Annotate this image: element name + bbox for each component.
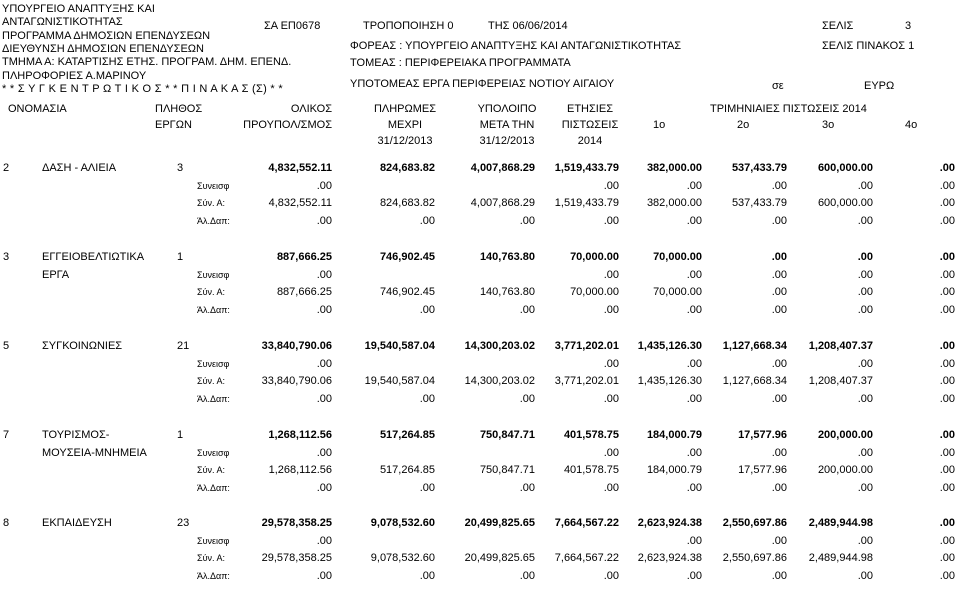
modification: ΤΡΟΠΟΠΟΙΗΣΗ 0 <box>363 20 454 32</box>
syn-value: 1,435,126.30 <box>637 375 702 387</box>
al-value: .00 <box>603 392 619 405</box>
al-value: .00 <box>686 481 702 494</box>
main-value: .00 <box>939 162 955 174</box>
col-pliromes-sub: ΜΕΧΡΙ <box>387 119 423 131</box>
syn-value: 750,847.71 <box>479 464 535 476</box>
synch-value: .00 <box>939 179 955 192</box>
synch-value: .00 <box>857 179 873 192</box>
synch-value: .00 <box>603 268 619 281</box>
al-value: .00 <box>316 392 332 405</box>
main-value: 29,578,358.25 <box>261 517 332 529</box>
unit: ΕΥΡΩ <box>864 80 895 92</box>
row-count: 3 <box>177 162 184 174</box>
syn-value: .00 <box>771 286 787 298</box>
syn-value: 29,578,358.25 <box>261 552 332 564</box>
main-value: 1,435,126.30 <box>637 340 702 352</box>
main-value: 2,550,697.86 <box>722 517 787 529</box>
info-line: ΠΛΗΡΟΦΟΡΙΕΣ Α.ΜΑΡΙΝΟΥ <box>2 70 147 82</box>
label-syn: Σύν. Α: <box>197 553 225 563</box>
synch-value: .00 <box>316 534 332 547</box>
row-count: 23 <box>177 517 190 529</box>
main-value: 750,847.71 <box>479 429 535 441</box>
synch-value: .00 <box>686 268 702 281</box>
col-plithos-sub: ΕΡΓΩΝ <box>155 119 192 131</box>
col-ypoloipo-sub: ΜΕΤΑ ΤΗΝ <box>479 119 535 131</box>
ministry-line-2: ΑΝΤΑΓΩΝΙΣΤΙΚΟΤΗΤΑΣ <box>2 16 123 28</box>
synch-value: .00 <box>686 534 702 547</box>
al-value: .00 <box>686 569 702 582</box>
page-label: ΣΕΛΙΣ <box>822 20 854 32</box>
row-count: 1 <box>177 429 184 441</box>
syn-value: 746,902.45 <box>379 286 435 298</box>
sa-code: ΣΑ ΕΠ0678 <box>264 20 321 32</box>
syn-value: 824,683.82 <box>379 197 435 209</box>
synch-value: .00 <box>686 357 702 370</box>
row-name: ΕΓΓΕΙΟΒΕΛΤΙΩΤΙΚΑ <box>42 251 145 263</box>
al-value: .00 <box>686 214 702 227</box>
tomeas: ΤΟΜΕΑΣ : ΠΕΡΙΦΕΡΕΙΑΚΑ ΠΡΟΓΡΑΜΜΑΤΑ <box>350 57 571 69</box>
syn-value: 4,007,868.29 <box>470 197 535 209</box>
al-value: .00 <box>939 481 955 494</box>
al-value: .00 <box>686 303 702 316</box>
row-number: 5 <box>3 340 10 352</box>
syn-value: 3,771,202.01 <box>554 375 619 387</box>
synch-value: .00 <box>771 446 787 459</box>
syn-value: .00 <box>939 464 955 476</box>
row-count: 1 <box>177 251 184 263</box>
syn-value: 2,550,697.86 <box>722 552 787 564</box>
main-value: 19,540,587.04 <box>364 340 435 352</box>
al-value: .00 <box>603 214 619 227</box>
al-value: .00 <box>419 392 435 405</box>
main-value: 537,433.79 <box>731 162 787 174</box>
syn-value: 70,000.00 <box>570 286 619 298</box>
label-al: Άλ.Δαπ: <box>197 393 230 404</box>
syn-value: 537,433.79 <box>731 197 787 209</box>
al-value: .00 <box>857 481 873 494</box>
al-value: .00 <box>603 569 619 582</box>
al-value: .00 <box>603 303 619 316</box>
main-value: 517,264.85 <box>379 429 435 441</box>
syn-value: 14,300,203.02 <box>464 375 535 387</box>
syn-value: 401,578.75 <box>563 464 619 476</box>
syn-value: 17,577.96 <box>738 464 787 476</box>
syn-value: 1,268,112.56 <box>268 464 332 476</box>
syn-value: 2,489,944.98 <box>808 552 873 564</box>
al-value: .00 <box>519 481 535 494</box>
main-value: .00 <box>771 251 787 263</box>
syn-value: .00 <box>939 375 955 387</box>
main-value: 1,268,112.56 <box>268 429 332 441</box>
program-line: ΠΡΟΓΡΑΜΜΑ ΔΗΜΟΣΙΩΝ ΕΠΕΝΔΥΣΕΩΝ <box>2 30 211 42</box>
row-name: ΣΥΓΚΟΙΝΩΝΙΕΣ <box>42 340 123 352</box>
col-q1: 1ο <box>653 119 666 131</box>
col-etisies-sub: ΠΙΣΤΩΣΕΙΣ <box>561 119 619 131</box>
al-value: .00 <box>519 569 535 582</box>
al-value: .00 <box>519 392 535 405</box>
synch-value: .00 <box>857 268 873 281</box>
syn-value: 70,000.00 <box>653 286 702 298</box>
main-value: 9,078,532.60 <box>370 517 435 529</box>
main-value: 746,902.45 <box>379 251 435 263</box>
row-number: 3 <box>3 251 10 263</box>
al-value: .00 <box>857 303 873 316</box>
row-name-cont: ΜΟΥΣΕΙΑ-ΜΝΗΜΕΙΑ <box>42 446 147 459</box>
col-olikos-sub: ΠΡΟΥΠΟΛ/ΣΜΟΣ <box>243 119 332 131</box>
col-etisies-year: 2014 <box>577 135 603 147</box>
main-value: 70,000.00 <box>570 251 619 263</box>
syn-value: .00 <box>939 552 955 564</box>
label-syn: Σύν. Α: <box>197 465 225 475</box>
main-value: 4,007,868.29 <box>470 162 535 174</box>
row-number: 7 <box>3 429 10 441</box>
synch-value: .00 <box>686 446 702 459</box>
main-value: 20,499,825.65 <box>464 517 535 529</box>
synch-value: .00 <box>686 179 702 192</box>
col-ypoloipo: ΥΠΟΛΟΙΠΟ <box>477 103 537 115</box>
col-ypoloipo-date: 31/12/2013 <box>479 135 535 147</box>
syn-value: .00 <box>857 286 873 298</box>
main-value: 382,000.00 <box>646 162 702 174</box>
main-value: 2,489,944.98 <box>808 517 873 529</box>
synch-value: .00 <box>603 446 619 459</box>
main-value: 17,577.96 <box>738 429 787 441</box>
syn-value: 887,666.25 <box>276 286 332 298</box>
syn-value: 20,499,825.65 <box>464 552 535 564</box>
label-synch: Συνεισφ <box>197 535 230 546</box>
syn-value: 600,000.00 <box>817 197 873 209</box>
label-syn: Σύν. Α: <box>197 287 225 297</box>
syn-value: 2,623,924.38 <box>637 552 702 564</box>
main-value: 4,832,552.11 <box>268 162 332 174</box>
col-plithos: ΠΛΗΘΟΣ <box>155 103 203 115</box>
row-name: ΤΟΥΡΙΣΜΟΣ- <box>42 429 110 441</box>
row-name: ΕΚΠΑΙΔΕΥΣΗ <box>42 517 112 529</box>
synch-value: .00 <box>603 357 619 370</box>
al-value: .00 <box>939 214 955 227</box>
syn-value: 1,208,407.37 <box>808 375 873 387</box>
label-al: Άλ.Δαπ: <box>197 570 230 581</box>
synch-value: .00 <box>771 179 787 192</box>
synch-value: .00 <box>857 446 873 459</box>
col-pliromes: ΠΛΗΡΩΜΕΣ <box>373 103 437 115</box>
al-value: .00 <box>857 214 873 227</box>
ministry-line-1: ΥΠΟΥΡΓΕΙΟ ΑΝΑΠΤΥΞΗΣ ΚΑΙ <box>2 3 155 15</box>
main-value: 3,771,202.01 <box>554 340 619 352</box>
label-syn: Σύν. Α: <box>197 198 225 208</box>
label-synch: Συνεισφ <box>197 447 230 458</box>
label-synch: Συνεισφ <box>197 269 230 280</box>
al-value: .00 <box>857 392 873 405</box>
synch-value: .00 <box>771 268 787 281</box>
row-count: 21 <box>177 340 190 352</box>
synch-value: .00 <box>316 268 332 281</box>
al-value: .00 <box>603 481 619 494</box>
main-value: 2,623,924.38 <box>637 517 702 529</box>
al-value: .00 <box>419 569 435 582</box>
label-al: Άλ.Δαπ: <box>197 482 230 493</box>
main-value: .00 <box>939 429 955 441</box>
foreas: ΦΟΡΕΑΣ : ΥΠΟΥΡΓΕΙΟ ΑΝΑΠΤΥΞΗΣ ΚΑΙ ΑΝΤΑΓΩΝΙΣΤΙΚΟΤΗΤΑΣ <box>350 40 682 52</box>
al-value: .00 <box>419 214 435 227</box>
main-value: 14,300,203.02 <box>464 340 535 352</box>
department-line: ΤΜΗΜΑ Α: ΚΑΤΑΡΤΙΣΗΣ ΕΤΗΣ. ΠΡΟΓΡΑΜ. ΔΗΜ. ΕΠΕΝΔ. <box>2 56 292 68</box>
main-value: 887,666.25 <box>276 251 332 263</box>
main-value: .00 <box>939 517 955 529</box>
main-value: 1,127,668.34 <box>722 340 787 352</box>
syn-value: .00 <box>939 197 955 209</box>
al-value: .00 <box>857 569 873 582</box>
main-value: 33,840,790.06 <box>261 340 332 352</box>
syn-value: 33,840,790.06 <box>261 375 332 387</box>
label-synch: Συνεισφ <box>197 358 230 369</box>
main-value: .00 <box>939 340 955 352</box>
synch-value: .00 <box>857 534 873 547</box>
row-name-cont: ΕΡΓΑ <box>42 268 70 281</box>
al-value: .00 <box>519 214 535 227</box>
col-etisies: ΕΤΗΣΙΕΣ <box>567 103 613 115</box>
al-value: .00 <box>316 481 332 494</box>
row-name: ΔΑΣΗ - ΑΛΙΕΙΑ <box>42 162 117 174</box>
label-al: Άλ.Δαπ: <box>197 215 230 226</box>
main-value: 200,000.00 <box>817 429 873 441</box>
syn-value: 9,078,532.60 <box>370 552 435 564</box>
col-q3: 3ο <box>822 119 835 131</box>
syn-value: 517,264.85 <box>379 464 435 476</box>
col-onomasia: ΟΝΟΜΑΣΙΑ <box>8 103 67 115</box>
synch-value: .00 <box>316 179 332 192</box>
al-value: .00 <box>771 214 787 227</box>
synch-value: .00 <box>939 357 955 370</box>
syn-value: 19,540,587.04 <box>364 375 435 387</box>
al-value: .00 <box>316 569 332 582</box>
synch-value: .00 <box>939 534 955 547</box>
col-q2: 2ο <box>737 119 750 131</box>
row-number: 8 <box>3 517 10 529</box>
syn-value: 200,000.00 <box>817 464 873 476</box>
syn-value: 140,763.80 <box>479 286 535 298</box>
col-q4: 4ο <box>905 119 918 131</box>
label-al: Άλ.Δαπ: <box>197 304 230 315</box>
ypotomeas: ΥΠΟΤΟΜΕΑΣ ΕΡΓΑ ΠΕΡΙΦΕΡΕΙΑΣ ΝΟΤΙΟΥ ΑΙΓΑΙΟΥ <box>350 78 615 90</box>
synch-value: .00 <box>771 357 787 370</box>
al-value: .00 <box>939 569 955 582</box>
al-value: .00 <box>419 481 435 494</box>
col-olikos: ΟΛΙΚΟΣ <box>290 103 332 115</box>
al-value: .00 <box>771 303 787 316</box>
al-value: .00 <box>939 303 955 316</box>
al-value: .00 <box>519 303 535 316</box>
main-value: 7,664,567.22 <box>554 517 619 529</box>
synch-value: .00 <box>939 446 955 459</box>
main-value: 1,519,433.79 <box>554 162 619 174</box>
document-date: ΤΗΣ 06/06/2014 <box>488 20 568 32</box>
syn-value: 7,664,567.22 <box>554 552 619 564</box>
synch-value: .00 <box>316 446 332 459</box>
label-syn: Σύν. Α: <box>197 376 225 386</box>
table-page: ΣΕΛΙΣ ΠΙΝΑΚΟΣ 1 <box>822 40 915 52</box>
syn-value: 1,127,668.34 <box>722 375 787 387</box>
main-value: 184,000.79 <box>646 429 702 441</box>
synch-value: .00 <box>316 357 332 370</box>
col-triminiaies: ΤΡΙΜΗΝΙΑΙΕΣ ΠΙΣΤΩΣΕΙΣ 2014 <box>710 103 867 115</box>
synch-value: .00 <box>603 179 619 192</box>
synch-value: .00 <box>857 357 873 370</box>
synch-value: .00 <box>939 268 955 281</box>
main-value: 824,683.82 <box>379 162 435 174</box>
al-value: .00 <box>686 392 702 405</box>
directorate-line: ΔΙΕΥΘΥΝΣΗ ΔΗΜΟΣΙΩΝ ΕΠΕΝΔΥΣΕΩΝ <box>2 43 204 55</box>
main-value: 1,208,407.37 <box>808 340 873 352</box>
label-synch: Συνεισφ <box>197 180 230 191</box>
syn-value: 1,519,433.79 <box>554 197 619 209</box>
unit-prefix: σε <box>772 80 784 92</box>
syn-value: 4,832,552.11 <box>268 197 332 209</box>
main-value: 140,763.80 <box>479 251 535 263</box>
al-value: .00 <box>771 569 787 582</box>
al-value: .00 <box>939 392 955 405</box>
al-value: .00 <box>771 481 787 494</box>
main-value: .00 <box>939 251 955 263</box>
row-number: 2 <box>3 162 10 174</box>
syn-value: 382,000.00 <box>646 197 702 209</box>
syn-value: 184,000.79 <box>646 464 702 476</box>
al-value: .00 <box>316 214 332 227</box>
page-number: 3 <box>905 20 912 32</box>
main-value: .00 <box>857 251 873 263</box>
al-value: .00 <box>771 392 787 405</box>
al-value: .00 <box>316 303 332 316</box>
summary-title: * * Σ Υ Γ Κ Ε Ν Τ Ρ Ω Τ Ι Κ Ο Σ * * Π Ι Ν Α Κ Α Σ (Σ) * * <box>2 83 283 95</box>
syn-value: .00 <box>939 286 955 298</box>
main-value: 70,000.00 <box>653 251 702 263</box>
col-pliromes-date: 31/12/2013 <box>377 135 433 147</box>
al-value: .00 <box>419 303 435 316</box>
main-value: 600,000.00 <box>817 162 873 174</box>
synch-value: .00 <box>771 534 787 547</box>
main-value: 401,578.75 <box>563 429 619 441</box>
